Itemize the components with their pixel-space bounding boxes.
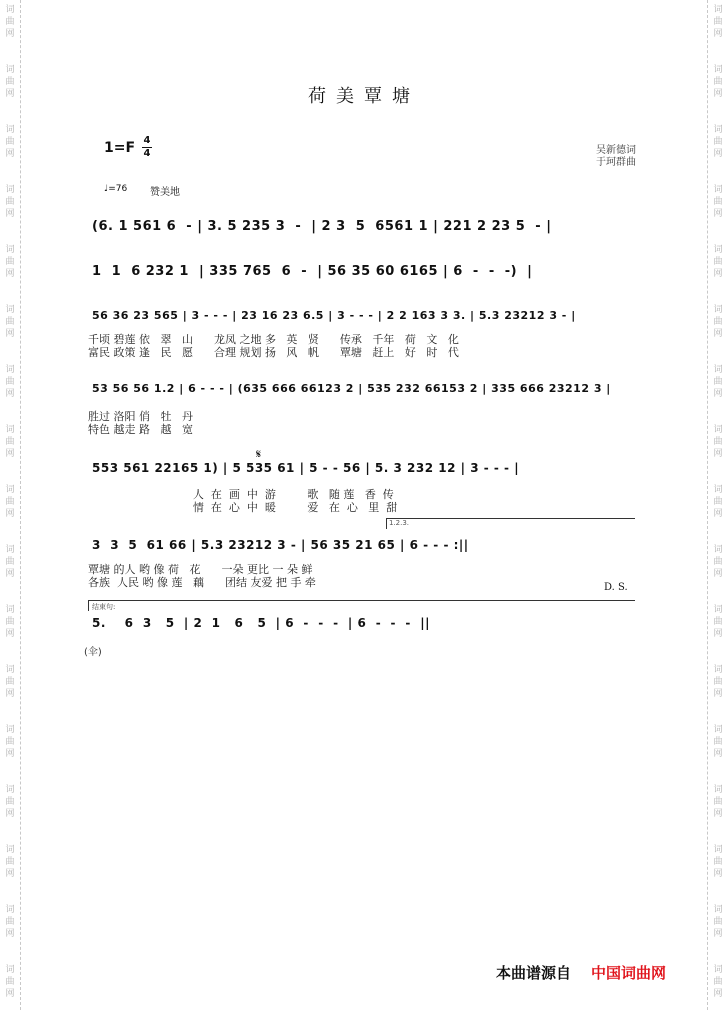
watermark-group bbox=[708, 124, 728, 160]
watermark-char: 曲 bbox=[713, 377, 723, 387]
watermark-char: 曲 bbox=[713, 317, 723, 327]
watermark-char: 曲 bbox=[713, 197, 723, 207]
lyrics-line-3-verse-1: 千顷 碧莲 依 翠 山 龙凤 之地 多 英 贤 传承 千年 荷 文 化 bbox=[88, 333, 459, 346]
watermark-char: 网 bbox=[713, 209, 723, 219]
watermark-char: 网 bbox=[713, 269, 723, 279]
expression-marking: 赞美地 bbox=[150, 187, 180, 198]
lyrics-line-5-verse-1: 人 在 画 中 游 歌 随 莲 香 传 bbox=[88, 488, 394, 501]
lyrics-line-4-verse-1: 胜过 洛阳 俏 牡 丹 bbox=[88, 410, 193, 423]
notes: 5. 6 3 5 | 2 1 6 5 | 6 - - - | 6 - - - || bbox=[92, 616, 430, 630]
watermark-char: 网 bbox=[5, 209, 15, 219]
watermark-char: 词 bbox=[5, 485, 15, 495]
watermark-group bbox=[708, 904, 728, 940]
watermark-char: 词 bbox=[713, 425, 723, 435]
watermark-char: 曲 bbox=[5, 857, 15, 867]
volta-bracket: 1.2.3. bbox=[386, 518, 635, 529]
watermark-char: 曲 bbox=[713, 737, 723, 747]
watermark-char: 网 bbox=[713, 29, 723, 39]
watermark-char: 网 bbox=[5, 569, 15, 579]
notes: 3 3 5 61 66 | 5.3 23212 3 - | 56 35 21 65 | 6 - - - :|| bbox=[92, 538, 469, 552]
left-watermark-strip bbox=[0, 0, 21, 1010]
staff-line-2 bbox=[0, 264, 728, 286]
lyrics-line-6-verse-2: 各族 人民 哟 像 莲 藕 团结 友爱 把 手 牵 bbox=[88, 576, 316, 589]
watermark-char: 词 bbox=[5, 5, 15, 15]
watermark-group bbox=[708, 784, 728, 820]
watermark-group bbox=[708, 184, 728, 220]
watermark-char: 网 bbox=[713, 569, 723, 579]
watermark-char: 词 bbox=[713, 905, 723, 915]
watermark-char: 网 bbox=[713, 929, 723, 939]
watermark-char: 曲 bbox=[713, 917, 723, 927]
watermark-group bbox=[0, 184, 20, 220]
watermark-group bbox=[708, 844, 728, 880]
watermark-char: 词 bbox=[713, 725, 723, 735]
watermark-char: 词 bbox=[5, 425, 15, 435]
source-text: 本曲谱源自 bbox=[496, 964, 572, 982]
watermark-char: 曲 bbox=[713, 497, 723, 507]
watermark-char: 曲 bbox=[713, 557, 723, 567]
watermark-char: 曲 bbox=[5, 917, 15, 927]
watermark-char: 词 bbox=[5, 725, 15, 735]
watermark-char: 曲 bbox=[713, 137, 723, 147]
watermark-char: 网 bbox=[713, 749, 723, 759]
staff-line-4 bbox=[0, 382, 728, 404]
song-title: 荷美覃塘 bbox=[308, 86, 420, 107]
watermark-group bbox=[0, 904, 20, 940]
notes: 1 1 6 232 1 | 335 765 6 - | 56 35 60 6165 | 6 - - -) | bbox=[92, 264, 533, 279]
dal-segno-marking: D. S. bbox=[604, 582, 628, 593]
watermark-char: 词 bbox=[5, 305, 15, 315]
watermark-group bbox=[708, 664, 728, 700]
watermark-char: 网 bbox=[5, 449, 15, 459]
watermark-char: 词 bbox=[713, 665, 723, 675]
watermark-group bbox=[708, 964, 728, 1000]
lyrics-line-4-verse-2: 特色 越走 路 越 宽 bbox=[88, 423, 193, 436]
staff-line-5 bbox=[0, 461, 728, 483]
watermark-char: 网 bbox=[5, 329, 15, 339]
meter-top: 4 bbox=[143, 135, 151, 146]
ending-note: (伞) bbox=[84, 647, 102, 658]
watermark-char: 词 bbox=[713, 605, 723, 615]
watermark-char: 词 bbox=[713, 965, 723, 975]
watermark-char: 词 bbox=[713, 485, 723, 495]
watermark-char: 网 bbox=[713, 149, 723, 159]
watermark-char: 词 bbox=[5, 845, 15, 855]
watermark-char: 词 bbox=[5, 365, 15, 375]
watermark-char: 网 bbox=[5, 989, 15, 999]
watermark-group bbox=[0, 484, 20, 520]
watermark-char: 网 bbox=[713, 89, 723, 99]
watermark-char: 词 bbox=[713, 845, 723, 855]
watermark-char: 曲 bbox=[713, 617, 723, 627]
lyricist-credit: 吴新德词 bbox=[596, 145, 636, 156]
watermark-char: 词 bbox=[5, 785, 15, 795]
watermark-char: 曲 bbox=[713, 857, 723, 867]
watermark-char: 词 bbox=[5, 245, 15, 255]
watermark-char: 曲 bbox=[713, 17, 723, 27]
lyrics-line-6-verse-1: 覃塘 的人 哟 像 荷 花 一朵 更比 一 朵 鲜 bbox=[88, 563, 313, 576]
watermark-char: 词 bbox=[713, 185, 723, 195]
watermark-char: 网 bbox=[5, 389, 15, 399]
composer-credit: 于珂群曲 bbox=[596, 157, 636, 168]
watermark-char: 词 bbox=[5, 665, 15, 675]
watermark-char: 曲 bbox=[5, 437, 15, 447]
tempo-marking: ♩=76 bbox=[104, 184, 128, 194]
watermark-char: 词 bbox=[5, 185, 15, 195]
watermark-char: 曲 bbox=[5, 977, 15, 987]
lyrics-line-5-verse-2: 情 在 心 中 暖 爱 在 心 里 甜 bbox=[88, 501, 398, 514]
watermark-char: 网 bbox=[5, 929, 15, 939]
watermark-char: 曲 bbox=[5, 617, 15, 627]
credits bbox=[596, 145, 636, 169]
watermark-char: 网 bbox=[5, 89, 15, 99]
watermark-group bbox=[0, 724, 20, 760]
watermark-char: 词 bbox=[713, 125, 723, 135]
notes: 56 36 23 565 | 3 - - - | 23 16 23 6.5 | 3 - - - | 2 2 163 3 3. | 5.3 23212 3 - | bbox=[92, 309, 576, 322]
notes: 553 561 22165 1) | 5 535 61 | 5 - - 56 | 5. 3 232 12 | 3 - - - | bbox=[92, 461, 520, 475]
watermark-char: 词 bbox=[5, 905, 15, 915]
watermark-group bbox=[0, 844, 20, 880]
site-link[interactable]: 中国词曲网 bbox=[591, 964, 667, 982]
watermark-char: 曲 bbox=[713, 977, 723, 987]
watermark-char: 网 bbox=[5, 509, 15, 519]
watermark-group bbox=[708, 4, 728, 40]
staff-line-7 bbox=[0, 616, 728, 638]
watermark-group bbox=[0, 964, 20, 1000]
key-signature: 1=F bbox=[104, 140, 136, 156]
watermark-char: 词 bbox=[5, 125, 15, 135]
watermark-char: 词 bbox=[5, 965, 15, 975]
watermark-char: 曲 bbox=[713, 797, 723, 807]
notes: (6. 1 561 6 - | 3. 5 235 3 - | 2 3 5 6561 1 | 221 2 23 5 - | bbox=[92, 219, 552, 234]
watermark-char: 网 bbox=[713, 389, 723, 399]
watermark-char: 词 bbox=[713, 5, 723, 15]
watermark-char: 曲 bbox=[5, 17, 15, 27]
watermark-char: 网 bbox=[713, 989, 723, 999]
watermark-char: 曲 bbox=[5, 377, 15, 387]
watermark-char: 网 bbox=[5, 149, 15, 159]
ending-bracket bbox=[88, 600, 635, 611]
watermark-group bbox=[0, 124, 20, 160]
staff-line-3 bbox=[0, 309, 728, 331]
source-footer bbox=[496, 962, 666, 983]
watermark-group bbox=[0, 4, 20, 40]
right-watermark-strip bbox=[707, 0, 728, 1010]
watermark-char: 曲 bbox=[5, 257, 15, 267]
watermark-char: 网 bbox=[713, 329, 723, 339]
watermark-char: 曲 bbox=[5, 197, 15, 207]
watermark-char: 词 bbox=[713, 785, 723, 795]
watermark-char: 词 bbox=[713, 545, 723, 555]
watermark-char: 网 bbox=[5, 629, 15, 639]
watermark-char: 曲 bbox=[713, 437, 723, 447]
time-signature bbox=[142, 136, 152, 159]
watermark-char: 网 bbox=[713, 509, 723, 519]
watermark-char: 曲 bbox=[5, 77, 15, 87]
watermark-char: 曲 bbox=[713, 77, 723, 87]
watermark-group bbox=[0, 664, 20, 700]
watermark-char: 网 bbox=[5, 809, 15, 819]
watermark-char: 网 bbox=[5, 689, 15, 699]
watermark-char: 曲 bbox=[5, 797, 15, 807]
watermark-group bbox=[0, 424, 20, 460]
watermark-char: 曲 bbox=[5, 737, 15, 747]
watermark-char: 网 bbox=[5, 269, 15, 279]
watermark-char: 曲 bbox=[713, 677, 723, 687]
watermark-char: 词 bbox=[713, 245, 723, 255]
staff-line-6 bbox=[0, 538, 728, 560]
watermark-char: 网 bbox=[713, 689, 723, 699]
watermark-char: 词 bbox=[713, 305, 723, 315]
watermark-char: 网 bbox=[713, 869, 723, 879]
watermark-char: 词 bbox=[5, 65, 15, 75]
watermark-char: 词 bbox=[5, 605, 15, 615]
watermark-char: 词 bbox=[713, 65, 723, 75]
watermark-char: 网 bbox=[5, 29, 15, 39]
segno-sign: 𝄋 bbox=[256, 447, 262, 461]
watermark-group bbox=[0, 784, 20, 820]
watermark-group bbox=[708, 484, 728, 520]
watermark-char: 曲 bbox=[5, 317, 15, 327]
watermark-char: 网 bbox=[5, 869, 15, 879]
watermark-group bbox=[708, 424, 728, 460]
watermark-char: 曲 bbox=[5, 137, 15, 147]
watermark-char: 曲 bbox=[5, 677, 15, 687]
watermark-char: 词 bbox=[713, 365, 723, 375]
watermark-char: 网 bbox=[713, 449, 723, 459]
watermark-char: 网 bbox=[5, 749, 15, 759]
watermark-char: 网 bbox=[713, 809, 723, 819]
lyrics-line-3-verse-2: 富民 政策 逢 民 愿 合理 规划 扬 风 帆 覃塘 赶上 好 时 代 bbox=[88, 346, 459, 359]
ending-label: 结束句: bbox=[92, 603, 116, 611]
watermark-group bbox=[708, 724, 728, 760]
meter-bottom: 4 bbox=[143, 148, 151, 159]
watermark-char: 词 bbox=[5, 545, 15, 555]
staff-line-1 bbox=[0, 219, 728, 241]
watermark-char: 曲 bbox=[713, 257, 723, 267]
watermark-char: 曲 bbox=[5, 497, 15, 507]
watermark-char: 曲 bbox=[5, 557, 15, 567]
notes: 53 56 56 1.2 | 6 - - - | (635 666 66123 2 | 535 232 66153 2 | 335 666 23212 3 | bbox=[92, 382, 611, 395]
watermark-char: 网 bbox=[713, 629, 723, 639]
